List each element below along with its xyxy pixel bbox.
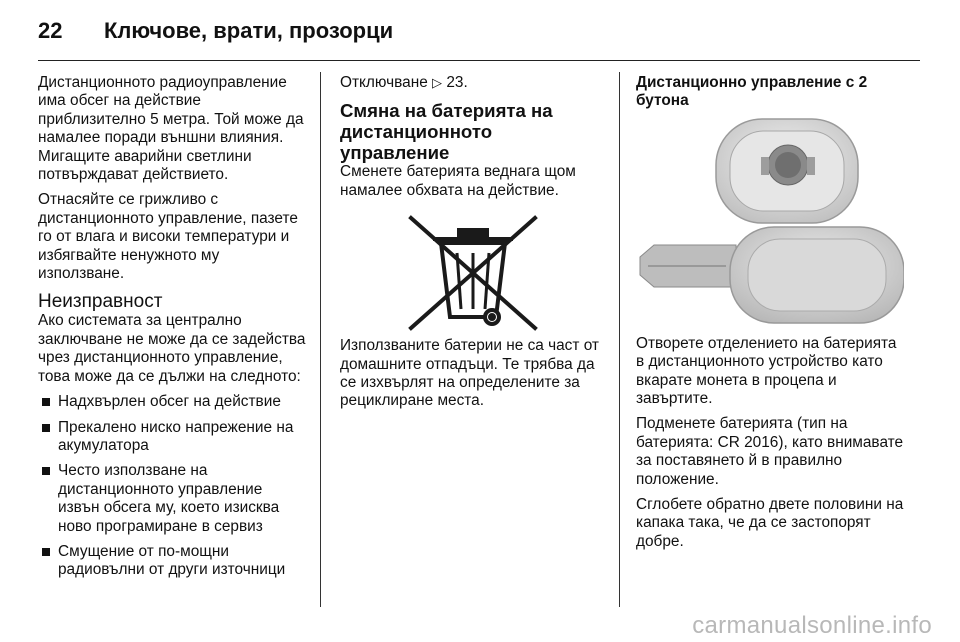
unlock-reference[interactable]: [340, 74, 606, 92]
reference-arrow-icon: ▷: [432, 75, 443, 90]
page-number: 22: [38, 18, 63, 43]
column-divider: [320, 72, 321, 607]
column-divider: [619, 72, 620, 607]
key-figure: [636, 117, 906, 335]
two-button-heading: Дистанционно управление с 2 бутона: [636, 74, 868, 110]
fault-heading: Неизправност: [38, 291, 163, 313]
fault-list: [38, 393, 306, 580]
page-header: [38, 18, 393, 50]
list-item: Прекалено ниско напрежение на акумулатора: [38, 419, 306, 456]
open-paragraph: Отворете отделението на батерията в дистанционното устройство като вкарате монета в процепа и завъртите.: [636, 334, 897, 408]
page-title: Ключове, врати, прозорци: [104, 18, 394, 43]
recycle-paragraph: Използваните батерии не са част от домашните отпадъци. Те трябва да се изхвърлят на определените за рециклиране места.: [340, 337, 599, 410]
unlock-label: Отключване: [340, 74, 428, 91]
column-1: [38, 74, 306, 587]
watermark: carmanualsonline.info: [692, 612, 932, 639]
list-item: Често използване на дистанционното управление извън обсега му, което изисква ново програмиране в сервиз: [38, 462, 306, 536]
list-item: Смущение от по-мощни радиовълни от други източници: [38, 543, 306, 580]
key-fob-illustration: [636, 117, 904, 333]
replace-paragraph: Подменете батерията (тип на батерията: CR 2016), като внимавате за поставянето й в правилно положение.: [636, 415, 904, 488]
column-2: [340, 74, 606, 418]
battery-paragraph: Сменете батерията веднага щом намалее обхвата на действие.: [340, 163, 576, 199]
crossed-out-bin-icon: [403, 213, 543, 338]
care-paragraph: Отнасяйте се грижливо с дистанционното управление, пазете го от влага и високи температури и избягвайте ненужното му използване.: [38, 191, 298, 283]
unlock-page-ref: 23.: [446, 74, 468, 91]
range-paragraph: Дистанционното радиоуправление има обсег на действие приблизително 5 метра. Той може да намалее поради външни влияния. Мигащите аварийни светлини потвърждават действието.: [38, 74, 304, 184]
assemble-paragraph: Сглобете обратно двете половини на капака така, че да се застопорят добре.: [636, 496, 904, 550]
bin-figure: [340, 207, 606, 337]
column-3: [636, 74, 906, 558]
header-rule: [38, 60, 920, 61]
fault-paragraph: Ако системата за централно заключване не може да се задейства чрез дистанционното управление, това може да се дължи на следното:: [38, 312, 306, 385]
list-item: Надхвърлен обсег на действие: [38, 393, 306, 411]
battery-heading: Смяна на батерията на дистанционното управление: [340, 100, 553, 164]
